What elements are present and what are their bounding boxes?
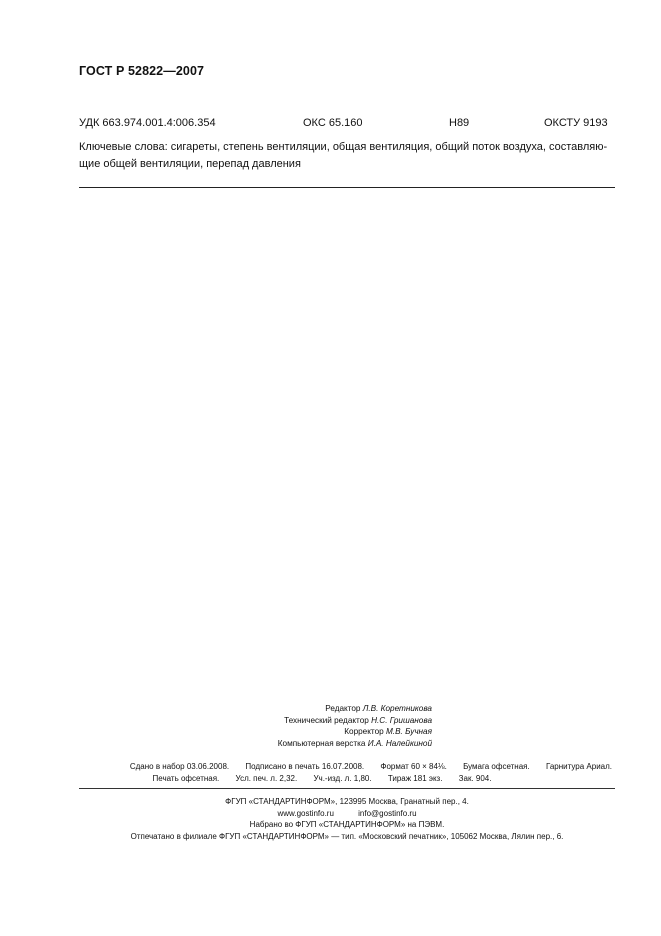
submitted-date: Сдано в набор 03.06.2008. bbox=[129, 762, 230, 771]
typeset-note: Набрано во ФГУП «СТАНДАРТИНФОРМ» на ПЭВМ. bbox=[249, 820, 445, 830]
credit-tech-editor bbox=[278, 715, 432, 727]
printing-type: Печать офсетная. bbox=[152, 774, 220, 783]
group-code: Н89 bbox=[449, 117, 470, 129]
credit-name: И.А. Налейкиной bbox=[367, 738, 432, 748]
order-number: Зак. 904. bbox=[458, 774, 492, 783]
publisher-block bbox=[79, 796, 615, 842]
paper-type: Бумага офсетная. bbox=[463, 762, 530, 771]
udk-code: УДК 663.974.001.4:006.354 bbox=[79, 117, 216, 129]
publisher-sheets: Уч.-изд. л. 1,80. bbox=[313, 774, 372, 783]
credit-layout bbox=[278, 738, 432, 750]
credit-name: Н.С. Гришанова bbox=[371, 715, 432, 725]
standard-code: ГОСТ Р 52822—2007 bbox=[79, 64, 205, 78]
print-info-row-2 bbox=[80, 773, 612, 785]
credit-name: М.В. Бучная bbox=[385, 727, 432, 737]
publisher-address: ФГУП «СТАНДАРТИНФОРМ», 123995 Москва, Гранатный пер., 4. bbox=[225, 797, 469, 806]
publisher-website[interactable]: www.gostinfo.ru bbox=[277, 808, 334, 818]
top-divider bbox=[79, 187, 615, 188]
keywords-line-1: Ключевые слова: сигареты, степень вентиляции, общая вентиляция, общий поток воздуха, составляю- bbox=[79, 141, 608, 153]
credit-role: Технический редактор bbox=[284, 715, 369, 725]
publisher-email[interactable]: info@gostinfo.ru bbox=[358, 808, 417, 818]
credit-role: Корректор bbox=[344, 727, 384, 737]
typeface: Гарнитура Ариал. bbox=[545, 762, 612, 771]
credit-name: Л.В. Коретникова bbox=[362, 704, 432, 713]
okstu-code: ОКСТУ 9193 bbox=[544, 117, 608, 129]
signed-date: Подписано в печать 16.07.2008. bbox=[245, 762, 365, 771]
bottom-divider bbox=[79, 788, 615, 789]
print-info-block bbox=[80, 761, 612, 785]
publisher-contacts bbox=[79, 808, 615, 820]
print-format: Формат 60 × 84⅛. bbox=[380, 762, 447, 771]
print-sheets: Усл. печ. л. 2,32. bbox=[235, 774, 298, 783]
credit-role: Редактор bbox=[325, 704, 361, 713]
keywords-block bbox=[79, 139, 615, 173]
credit-role: Компьютерная верстка bbox=[277, 738, 366, 748]
print-run: Тираж 181 экз. bbox=[387, 774, 443, 783]
credit-proofreader bbox=[278, 726, 432, 738]
credit-editor bbox=[278, 703, 432, 715]
keywords-line-2: щие общей вентиляции, перепад давления bbox=[79, 158, 301, 170]
print-info-row-1 bbox=[80, 761, 612, 773]
credits-block bbox=[278, 703, 432, 749]
printed-note: Отпечатано в филиале ФГУП «СТАНДАРТИНФОРМ» — тип. «Московский печатник», 105062 Москва, Лялин пер., 6. bbox=[130, 831, 564, 841]
oks-code: ОКС 65.160 bbox=[303, 117, 363, 129]
